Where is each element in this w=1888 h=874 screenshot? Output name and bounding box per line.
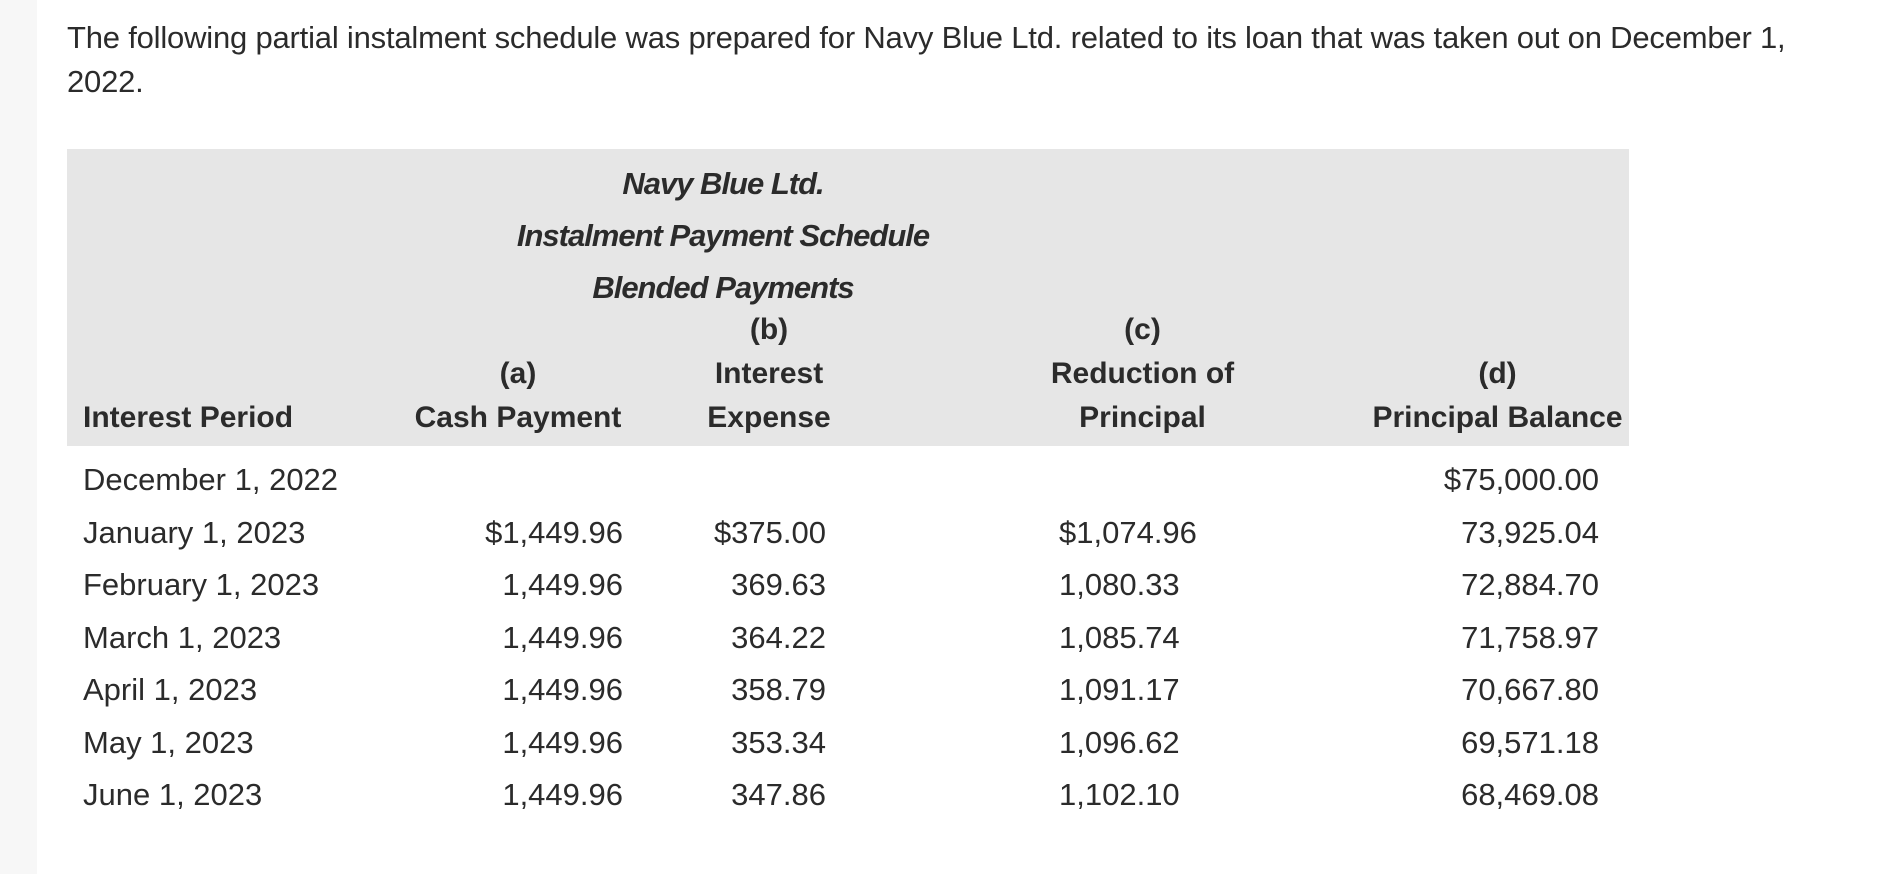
column-header-interest-period: Interest Period xyxy=(83,401,294,434)
principal-balance-cell: 70,667.80 xyxy=(1461,672,1599,708)
column-header-interest-expense: (b) Interest Expense xyxy=(707,313,831,434)
table-row xyxy=(67,446,1629,507)
cash-payment-cell: 1,449.96 xyxy=(502,777,623,813)
interest-expense-cell xyxy=(659,446,1059,507)
interest-expense-cell: 369.63 xyxy=(731,567,826,603)
intro-paragraph: The following partial instalment schedule was prepared for Navy Blue Ltd. related to its loan that was taken out on December 1, 2022. xyxy=(67,20,1786,99)
interest-expense-cell: $375.00 xyxy=(713,514,826,550)
reduction-principal-cell: $1,074.96 xyxy=(1059,514,1197,550)
interest-expense-cell: 353.34 xyxy=(731,724,826,760)
column-header-cash-payment: (a) Cash Payment xyxy=(414,357,622,434)
principal-balance-cell: 73,925.04 xyxy=(1461,514,1599,550)
table-row xyxy=(67,664,1629,717)
cash-payment-cell: 1,449.96 xyxy=(502,724,623,760)
reduction-principal-cell xyxy=(1059,446,1366,507)
interest-expense-cell: 347.86 xyxy=(731,777,826,813)
reduction-principal-cell: 1,096.62 xyxy=(1059,724,1180,760)
schedule-title-type: Blended Payments xyxy=(592,270,854,305)
interest-expense-cell: 358.79 xyxy=(731,672,826,708)
cash-payment-cell: $1,449.96 xyxy=(485,514,623,550)
schedule-header xyxy=(67,149,1629,446)
column-header-reduction-of-principal: (c) Reduction of Principal xyxy=(1050,313,1235,434)
principal-balance-cell: 72,884.70 xyxy=(1461,567,1599,603)
principal-balance-cell: 71,758.97 xyxy=(1461,619,1599,655)
cash-payment-cell: 1,449.96 xyxy=(502,672,623,708)
table-row xyxy=(67,507,1629,560)
cash-payment-cell: 1,449.96 xyxy=(502,619,623,655)
interest-period-cell: February 1, 2023 xyxy=(83,567,320,603)
reduction-principal-cell: 1,102.10 xyxy=(1059,777,1180,813)
schedule-title-company: Navy Blue Ltd. xyxy=(622,166,824,201)
interest-period-cell: June 1, 2023 xyxy=(83,777,263,813)
interest-period-cell: May 1, 2023 xyxy=(83,724,254,760)
table-row xyxy=(67,612,1629,665)
principal-balance-cell: $75,000.00 xyxy=(1443,462,1599,498)
cash-payment-cell: 1,449.96 xyxy=(502,567,623,603)
principal-balance-cell: 69,571.18 xyxy=(1461,724,1599,760)
reduction-principal-cell: 1,080.33 xyxy=(1059,567,1180,603)
interest-period-cell: January 1, 2023 xyxy=(83,514,306,550)
instalment-schedule-table xyxy=(67,149,1629,822)
schedule-title xyxy=(0,158,1504,314)
schedule-title-name: Instalment Payment Schedule xyxy=(516,218,930,253)
table-row xyxy=(67,559,1629,612)
document-page xyxy=(37,0,1888,874)
table-row xyxy=(67,717,1629,770)
principal-balance-cell: 68,469.08 xyxy=(1461,777,1599,813)
reduction-principal-cell: 1,091.17 xyxy=(1059,672,1180,708)
column-header-principal-balance: (d) Principal Balance xyxy=(1372,357,1623,434)
cash-payment-cell xyxy=(377,446,659,507)
interest-period-cell: March 1, 2023 xyxy=(83,619,282,655)
interest-period-cell: April 1, 2023 xyxy=(83,672,258,708)
interest-expense-cell: 364.22 xyxy=(731,619,826,655)
table-row xyxy=(67,769,1629,822)
reduction-principal-cell: 1,085.74 xyxy=(1059,619,1180,655)
interest-period-cell: December 1, 2022 xyxy=(83,462,339,498)
